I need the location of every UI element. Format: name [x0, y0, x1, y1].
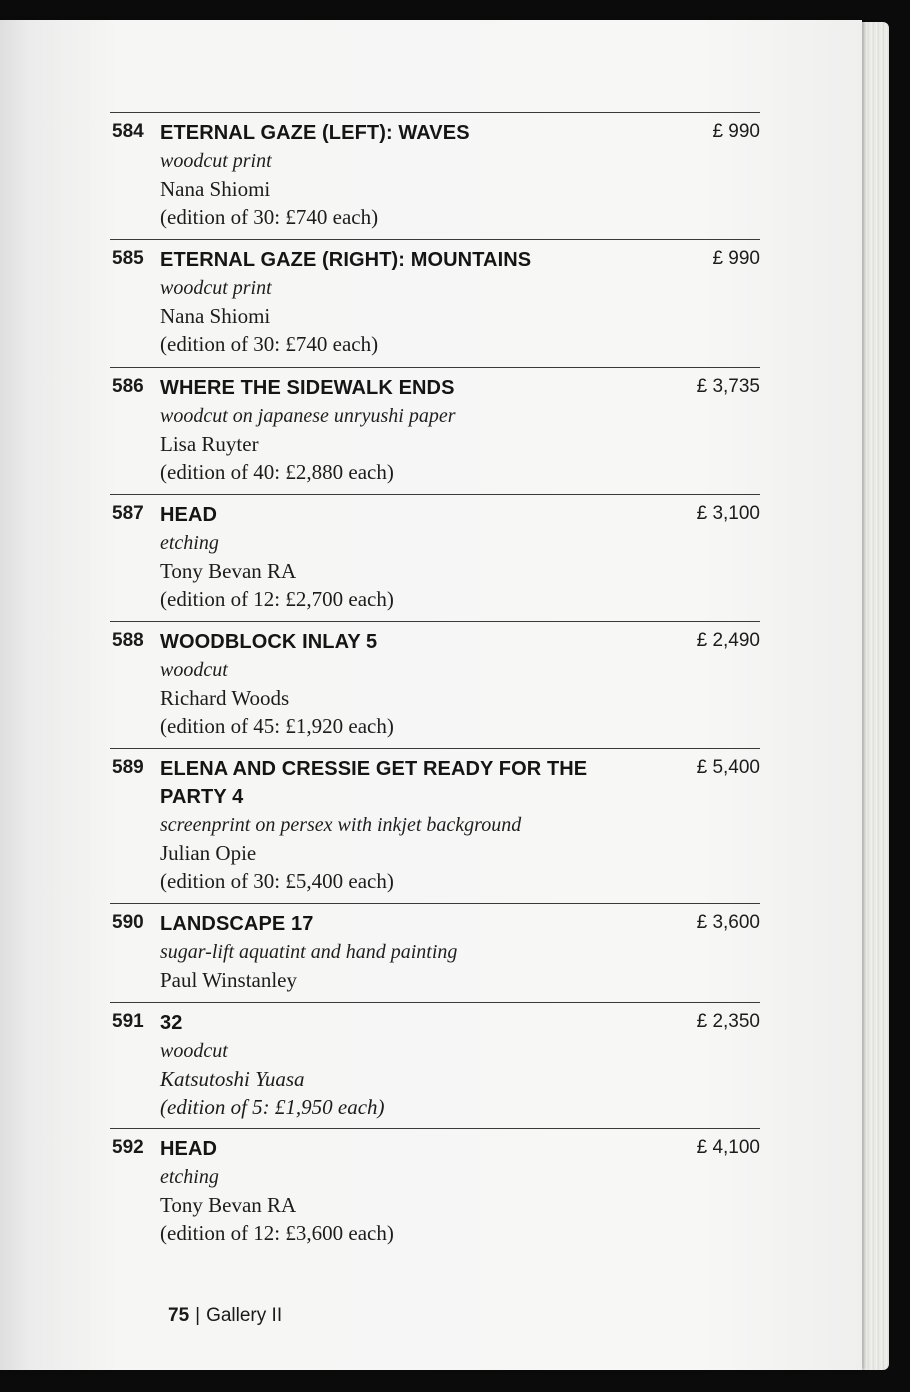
work-medium: woodcut print [160, 150, 272, 172]
work-title: LANDSCAPE 17 [160, 913, 314, 935]
entry-body [160, 374, 590, 486]
lot-number: 591 [112, 1011, 144, 1032]
edition-info: (edition of 45: £1,920 each) [160, 714, 394, 738]
work-title: ETERNAL GAZE (RIGHT): MOUNTAINS [160, 249, 532, 271]
lot-number: 592 [112, 1137, 144, 1158]
price: £ 2,350 [696, 1011, 760, 1032]
artist-name: Tony Bevan RA [160, 1193, 297, 1217]
edition-info: (edition of 30: £740 each) [160, 332, 379, 356]
work-medium: etching [160, 1166, 219, 1188]
catalogue-entry [110, 748, 760, 903]
artist-name: Tony Bevan RA [160, 559, 297, 583]
entry-list [110, 112, 760, 1255]
catalogue-entry [110, 903, 760, 1002]
price: £ 4,100 [696, 1137, 760, 1158]
catalogue-entry [110, 239, 760, 367]
lot-number: 588 [112, 630, 144, 651]
catalogue-page [0, 20, 862, 1370]
work-medium: woodcut [160, 659, 228, 681]
work-medium: woodcut [160, 1040, 228, 1062]
artist-name: Lisa Ruyter [160, 432, 259, 456]
footer-separator: | [195, 1305, 201, 1326]
work-medium: sugar-lift aquatint and hand painting [160, 941, 458, 963]
work-title: WHERE THE SIDEWALK ENDS [160, 377, 455, 399]
lot-number: 589 [112, 757, 144, 778]
entry-body [160, 628, 590, 740]
page-footer [168, 1305, 282, 1327]
catalogue-entry [110, 621, 760, 748]
work-medium: etching [160, 532, 219, 554]
price: £ 3,735 [696, 376, 760, 397]
lot-number: 587 [112, 503, 144, 524]
edition-info: (edition of 5: £1,950 each) [160, 1095, 385, 1119]
entry-body [160, 755, 590, 895]
work-title: ETERNAL GAZE (LEFT): WAVES [160, 122, 470, 144]
catalogue-entry [110, 1128, 760, 1255]
artist-name: Paul Winstanley [160, 968, 298, 992]
work-title: ELENA AND CRESSIE GET READY FOR THE PARTY 4 [160, 758, 588, 808]
price: £ 3,600 [696, 912, 760, 933]
work-medium: woodcut on japanese unryushi paper [160, 405, 456, 427]
page-number: 75 [168, 1305, 190, 1326]
edition-info: (edition of 30: £740 each) [160, 205, 379, 229]
entry-body [160, 501, 590, 613]
catalogue-entry [110, 494, 760, 621]
entry-body [160, 1135, 590, 1247]
lot-number: 584 [112, 121, 144, 142]
catalogue-entry [110, 367, 760, 494]
section-name: Gallery II [206, 1305, 283, 1326]
catalogue-entry [110, 112, 760, 239]
entry-body [160, 910, 590, 994]
artist-name: Nana Shiomi [160, 177, 271, 201]
work-title: HEAD [160, 504, 218, 526]
price: £ 2,490 [696, 630, 760, 651]
work-title: 32 [160, 1012, 183, 1034]
entry-body [160, 119, 590, 231]
work-medium: screenprint on persex with inkjet background [160, 814, 522, 836]
artist-name: Richard Woods [160, 686, 290, 710]
edition-info: (edition of 30: £5,400 each) [160, 869, 394, 893]
price: £ 5,400 [696, 757, 760, 778]
artist-name: Julian Opie [160, 841, 257, 865]
lot-number: 590 [112, 912, 144, 933]
price: £ 3,100 [696, 503, 760, 524]
price: £ 990 [712, 121, 760, 142]
edition-info: (edition of 40: £2,880 each) [160, 460, 394, 484]
artist-name: Nana Shiomi [160, 304, 271, 328]
edition-info: (edition of 12: £3,600 each) [160, 1221, 394, 1245]
work-title: WOODBLOCK INLAY 5 [160, 631, 378, 653]
artist-name: Katsutoshi Yuasa [160, 1067, 305, 1091]
catalogue-entry [110, 1002, 760, 1128]
work-title: HEAD [160, 1138, 218, 1160]
entry-body [160, 246, 590, 358]
work-medium: woodcut print [160, 277, 272, 299]
edition-info: (edition of 12: £2,700 each) [160, 587, 394, 611]
lot-number: 586 [112, 376, 144, 397]
price: £ 990 [712, 248, 760, 269]
lot-number: 585 [112, 248, 144, 269]
entry-body [160, 1009, 590, 1121]
